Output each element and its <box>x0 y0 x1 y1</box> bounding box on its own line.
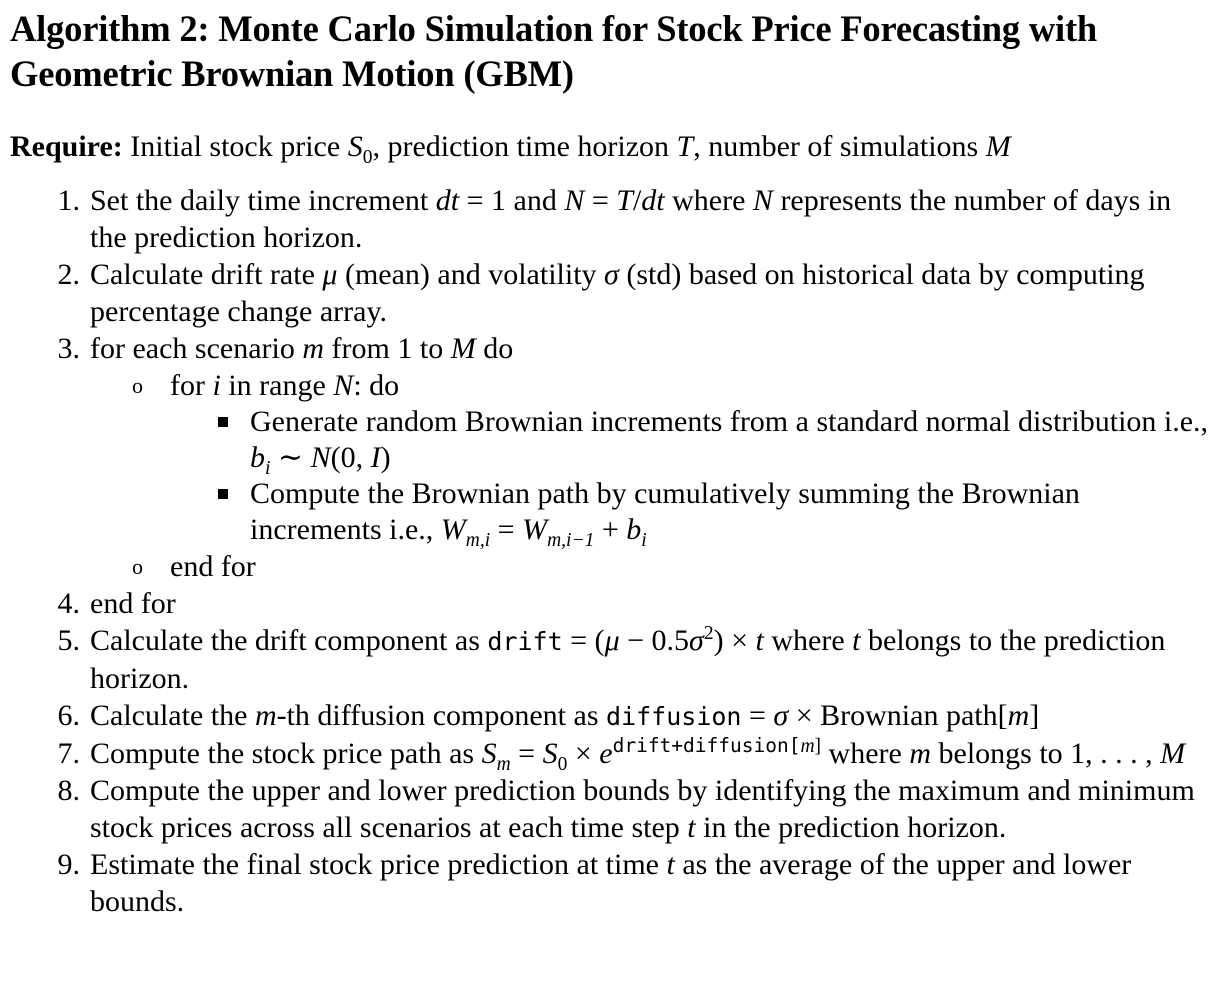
step-text: end for <box>90 587 176 620</box>
math-symbol: t <box>687 811 696 844</box>
math-symbol: e <box>599 737 613 770</box>
text: (0, <box>330 441 371 474</box>
step-text: end for <box>170 550 256 583</box>
text: Calculate the drift component as <box>90 624 488 657</box>
text: -th diffusion component as <box>276 699 607 732</box>
math-symbol: m <box>302 332 325 365</box>
math-subscript: 0 <box>362 147 373 168</box>
step-number: 9. <box>57 848 80 881</box>
step-text <box>250 476 1212 551</box>
math-symbol: dt <box>641 184 665 217</box>
text: Compute the Brownian path by cumulatively summing the Brownian increments i.e., <box>250 477 1080 546</box>
require-label: Require: <box>10 130 123 163</box>
math-symbol: m <box>1007 699 1030 732</box>
require-line <box>10 129 1212 168</box>
math-superscript: 2 <box>703 623 714 644</box>
math-symbol: I <box>370 441 381 474</box>
step-number: 5. <box>57 624 80 657</box>
text: Calculate drift rate <box>90 258 323 291</box>
text: in range <box>220 369 334 402</box>
step-number: 3. <box>57 332 80 365</box>
text: Generate random Brownian increments from a standard normal distribution i.e., <box>250 405 1209 438</box>
text: for <box>170 369 213 402</box>
text: ] <box>814 736 822 757</box>
math-symbol: σ <box>773 699 789 732</box>
step-7 <box>10 734 1212 775</box>
step-text <box>90 734 1212 775</box>
step-text <box>90 772 1212 846</box>
text: do <box>475 332 514 365</box>
step-3-inner-loop <box>132 367 1212 404</box>
text: × <box>567 737 600 770</box>
math-symbol: i <box>212 369 221 402</box>
step-number: 7. <box>57 737 80 770</box>
text: Brownian path <box>820 699 998 732</box>
require-text: , prediction time horizon <box>372 130 677 163</box>
text: Set the daily time increment <box>90 184 436 217</box>
step-text <box>170 367 399 404</box>
math-symbol: σ <box>689 624 704 657</box>
math-symbol: b <box>626 513 642 546</box>
text: Calculate the <box>90 699 255 732</box>
step-3-brownian-path <box>218 476 1212 551</box>
text: = <box>490 513 523 546</box>
math-mono: diffusion <box>606 702 742 731</box>
circle-bullet-icon: o <box>132 373 143 398</box>
text: belongs to the prediction horizon. <box>90 624 1166 695</box>
text: where <box>821 737 910 770</box>
step-text <box>90 256 1212 330</box>
math-subscript: i <box>265 458 271 479</box>
math-symbol: N <box>310 441 331 474</box>
text: ] <box>1029 699 1040 732</box>
text: for each scenario <box>90 332 303 365</box>
text: represents the number of days in the prediction horizon. <box>90 184 1172 254</box>
math-symbol: N <box>752 184 773 217</box>
math-symbol: W <box>522 513 548 546</box>
text: − 0.5 <box>619 624 690 657</box>
math-symbol: μ <box>604 624 620 657</box>
text: as the average of the upper and lower bounds. <box>90 848 1132 918</box>
text: ∼ <box>270 441 311 474</box>
step-number: 1. <box>57 184 80 217</box>
math-symbol: m <box>909 737 931 770</box>
math-symbol: M <box>450 332 476 365</box>
math-subscript: 0 <box>557 754 568 775</box>
text: where <box>763 624 853 657</box>
text: = <box>584 184 617 217</box>
step-3-inner-end <box>132 548 1212 585</box>
text: : do <box>353 369 400 402</box>
step-5 <box>10 622 1212 697</box>
step-text <box>90 697 1212 735</box>
math-symbol: σ <box>604 258 619 291</box>
math-mono: drift <box>487 627 563 656</box>
math-symbol: t <box>852 624 861 657</box>
math-symbol: t <box>666 848 675 881</box>
text: where <box>664 184 753 217</box>
step-number: 2. <box>57 258 80 291</box>
text: = ( <box>562 624 605 657</box>
math-symbol: T <box>676 130 694 163</box>
text: from 1 to <box>324 332 451 365</box>
text: Compute the upper and lower prediction bounds by identifying the maximum and minimum stock prices across all scenarios at each time step <box>90 774 1195 844</box>
step-text <box>90 182 1212 256</box>
text: Compute the stock price path as <box>90 737 482 770</box>
step-text <box>250 404 1212 479</box>
step-8 <box>10 772 1212 846</box>
algorithm-steps <box>10 182 1212 920</box>
require-text: , number of simulations <box>693 130 986 163</box>
text: = <box>741 699 774 732</box>
text: (std) based on historical data by computing percentage change array. <box>90 258 1145 328</box>
math-symbol: S <box>347 130 363 163</box>
step-6 <box>10 697 1212 735</box>
math-symbol: m <box>254 699 277 732</box>
step-number: 8. <box>57 774 80 807</box>
text: = 1 and <box>459 184 565 217</box>
square-bullet-icon <box>218 476 250 548</box>
require-text: Initial stock price <box>130 130 348 163</box>
step-text <box>90 846 1212 920</box>
text: ) <box>380 441 391 474</box>
step-4 <box>10 585 1212 622</box>
step-3-generate-increments <box>218 404 1212 479</box>
math-subscript: m,i−1 <box>547 530 595 551</box>
step-number: 4. <box>57 587 80 620</box>
text: in the prediction horizon. <box>695 811 1007 844</box>
step-2 <box>10 256 1212 330</box>
math-symbol: t <box>755 624 764 657</box>
text: × <box>788 699 821 732</box>
math-mono: drift+diffusion[ <box>612 734 801 757</box>
step-text <box>90 622 1212 697</box>
step-text <box>90 330 1212 367</box>
text: belongs to 1, . . . , <box>931 737 1161 770</box>
math-symbol: m <box>800 736 815 757</box>
math-symbol: T <box>616 184 633 217</box>
math-symbol: S <box>481 737 497 770</box>
math-symbol: S <box>542 737 558 770</box>
algorithm-title: Algorithm 2: Monte Carlo Simulation for Stock Price Forecasting with Geometric Brownian Motion (GBM) <box>10 8 1097 94</box>
step-1 <box>10 182 1212 256</box>
math-symbol: N <box>333 369 354 402</box>
step-number: 6. <box>57 699 80 732</box>
math-symbol: μ <box>322 258 338 291</box>
text: ) × <box>713 624 756 657</box>
step-3 <box>10 330 1212 367</box>
text: [ <box>997 699 1008 732</box>
math-symbol: N <box>564 184 585 217</box>
text: + <box>594 513 627 546</box>
text: = <box>510 737 543 770</box>
math-symbol: b <box>250 441 265 474</box>
text: / <box>632 184 642 217</box>
square-bullet-icon <box>218 404 250 476</box>
math-symbol: M <box>985 130 1011 163</box>
exponent <box>613 736 821 757</box>
circle-bullet-icon: o <box>132 554 143 579</box>
math-subscript: m,i <box>465 530 491 551</box>
math-symbol: M <box>1160 737 1186 770</box>
text: Estimate the final stock price prediction at time <box>90 848 667 881</box>
math-symbol: W <box>440 513 466 546</box>
text: (mean) and volatility <box>337 258 605 291</box>
math-symbol: dt <box>435 184 460 217</box>
math-subscript: i <box>641 530 647 551</box>
math-subscript: m <box>496 754 511 775</box>
step-9 <box>10 846 1212 920</box>
